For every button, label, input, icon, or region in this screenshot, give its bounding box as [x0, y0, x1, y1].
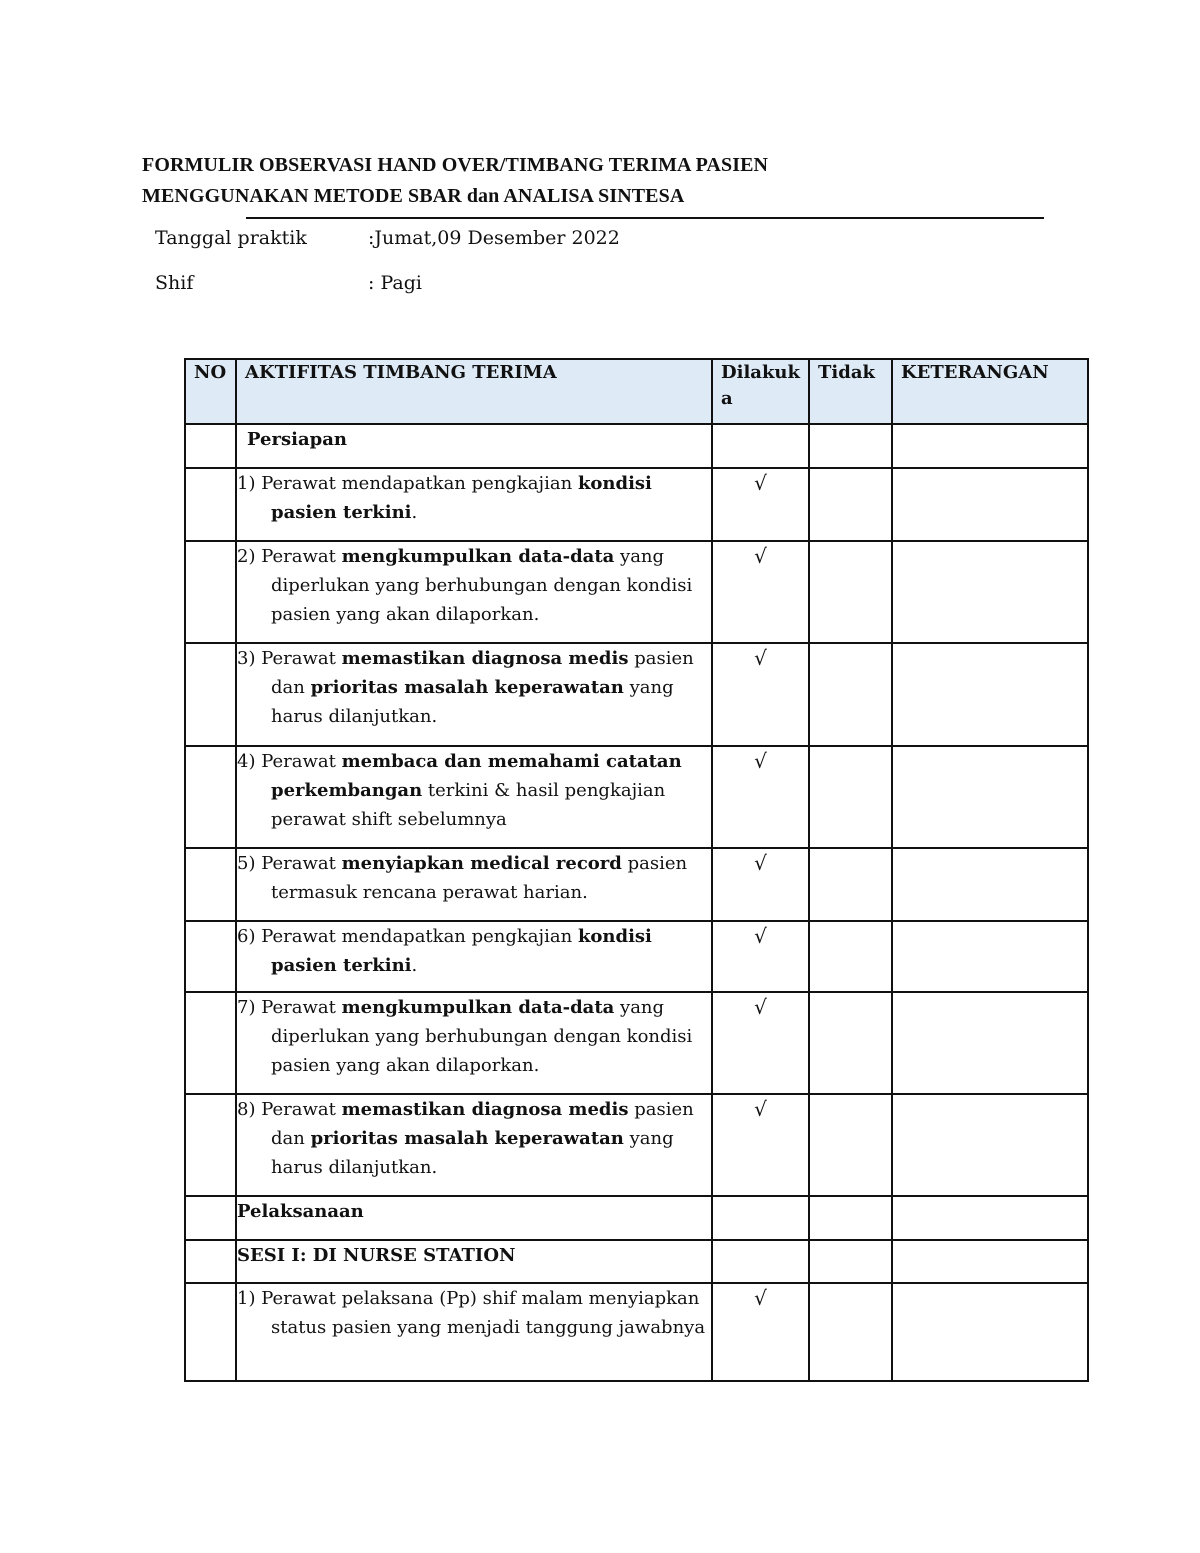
no-cell [185, 643, 236, 746]
done-cell[interactable] [712, 424, 809, 468]
not-done-cell[interactable] [809, 1240, 892, 1283]
activity-cell [236, 848, 712, 921]
section-title: Pelaksanaan [236, 1196, 712, 1240]
item-text: Perawat mendapatkan pengkajian [261, 926, 578, 947]
header-done: Dilakuk a [712, 359, 809, 424]
table-row [185, 1094, 1088, 1196]
check-mark[interactable]: √ [712, 1283, 809, 1381]
notes-cell[interactable] [892, 992, 1088, 1094]
no-cell [185, 1283, 236, 1381]
item-emphasis: mengkumpulkan data-data [341, 546, 615, 567]
no-cell [185, 1240, 236, 1283]
no-cell [185, 921, 236, 992]
no-cell [185, 992, 236, 1094]
notes-cell[interactable] [892, 746, 1088, 848]
notes-cell[interactable] [892, 643, 1088, 746]
activity-text [237, 1284, 711, 1342]
notes-cell[interactable] [892, 1196, 1088, 1240]
table-row [185, 541, 1088, 643]
notes-cell[interactable] [892, 424, 1088, 468]
item-emphasis: memastikan diagnosa medis [341, 648, 629, 669]
not-done-cell[interactable] [809, 468, 892, 541]
header-not-done: Tidak [809, 359, 892, 424]
section-title: SESI I: DI NURSE STATION [236, 1240, 712, 1283]
not-done-cell[interactable] [809, 424, 892, 468]
not-done-cell[interactable] [809, 643, 892, 746]
activity-cell [236, 746, 712, 848]
activity-cell [236, 1283, 712, 1381]
notes-cell[interactable] [892, 541, 1088, 643]
check-mark[interactable]: √ [712, 643, 809, 746]
activity-cell [236, 1094, 712, 1196]
activity-cell [236, 992, 712, 1094]
notes-cell[interactable] [892, 1094, 1088, 1196]
item-number: 3) [237, 648, 256, 669]
check-mark[interactable]: √ [712, 992, 809, 1094]
header-notes: KETERANGAN [892, 359, 1088, 424]
not-done-cell[interactable] [809, 921, 892, 992]
item-text: Perawat [261, 648, 342, 669]
activity-text [237, 922, 711, 980]
observation-table [184, 358, 1089, 1382]
table-row [185, 921, 1088, 992]
item-number: 1) [237, 1288, 256, 1309]
done-cell[interactable] [712, 1240, 809, 1283]
header-activity: AKTIFITAS TIMBANG TERIMA [236, 359, 712, 424]
activity-text [237, 1095, 711, 1182]
item-text: yang diperlukan yang berhubungan dengan kondisi pasien yang akan dilaporkan. [271, 546, 693, 625]
item-emphasis: kondisi pasien terkini [271, 926, 652, 976]
item-number: 2) [237, 546, 256, 567]
table-row [185, 643, 1088, 746]
table-row [185, 848, 1088, 921]
item-emphasis: prioritas masalah keperawatan [310, 1128, 624, 1149]
item-text: Perawat mendapatkan pengkajian [261, 473, 578, 494]
no-cell [185, 541, 236, 643]
notes-cell[interactable] [892, 1240, 1088, 1283]
item-text: . [411, 502, 418, 523]
not-done-cell[interactable] [809, 848, 892, 921]
not-done-cell[interactable] [809, 992, 892, 1094]
table-row [185, 468, 1088, 541]
section-row-persiapan [185, 424, 1088, 468]
not-done-cell[interactable] [809, 1196, 892, 1240]
notes-cell[interactable] [892, 1283, 1088, 1381]
item-text: yang harus dilanjutkan. [271, 1128, 674, 1178]
no-cell [185, 424, 236, 468]
no-cell [185, 1094, 236, 1196]
activity-cell [236, 541, 712, 643]
activity-text [237, 644, 711, 731]
item-emphasis: prioritas masalah keperawatan [310, 677, 624, 698]
item-text: terkini & hasil pengkajian perawat shift sebelumnya [271, 780, 666, 830]
item-emphasis: memastikan diagnosa medis [341, 1099, 629, 1120]
section-row-sesi-1 [185, 1240, 1088, 1283]
not-done-cell[interactable] [809, 541, 892, 643]
section-row-pelaksanaan [185, 1196, 1088, 1240]
item-text: Perawat pelaksana (Pp) shif malam menyiapkan status pasien yang menjadi tanggung jawabnya [261, 1288, 706, 1338]
item-text: yang diperlukan yang berhubungan dengan kondisi pasien yang akan dilaporkan. [271, 997, 693, 1076]
check-mark[interactable]: √ [712, 468, 809, 541]
check-mark[interactable]: √ [712, 921, 809, 992]
shift-row [155, 272, 422, 294]
no-cell [185, 746, 236, 848]
item-text: Perawat [261, 546, 342, 567]
no-cell [185, 1196, 236, 1240]
title-divider [246, 217, 1044, 219]
item-text: . [411, 955, 418, 976]
table-header-row [185, 359, 1088, 424]
practice-date-row [155, 227, 620, 249]
check-mark[interactable]: √ [712, 848, 809, 921]
item-text: yang harus dilanjutkan. [271, 677, 674, 727]
form-title-line-2: MENGGUNAKAN METODE SBAR dan ANALISA SINTESA [142, 185, 685, 207]
shift-label: Shif [155, 272, 194, 294]
not-done-cell[interactable] [809, 746, 892, 848]
item-number: 6) [237, 926, 256, 947]
table-row [185, 1283, 1088, 1381]
notes-cell[interactable] [892, 921, 1088, 992]
item-emphasis: kondisi pasien terkini [271, 473, 652, 523]
section-title-persiapan: Persiapan [236, 424, 712, 468]
item-emphasis: menyiapkan medical record [341, 853, 622, 874]
shift-value: : Pagi [368, 272, 422, 294]
activity-text [237, 747, 711, 834]
item-text: Perawat [261, 997, 342, 1018]
activity-cell [236, 921, 712, 992]
item-number: 5) [237, 853, 256, 874]
header-no: NO [185, 359, 236, 424]
item-text: pasien termasuk rencana perawat harian. [271, 853, 688, 903]
check-mark[interactable]: √ [712, 746, 809, 848]
activity-text [237, 469, 711, 527]
not-done-cell[interactable] [809, 1094, 892, 1196]
item-text: Perawat [261, 1099, 342, 1120]
not-done-cell[interactable] [809, 1283, 892, 1381]
table-row [185, 992, 1088, 1094]
activity-cell [236, 643, 712, 746]
item-emphasis: membaca dan memahami catatan perkembangan [271, 751, 682, 801]
item-text: pasien dan [271, 648, 694, 698]
done-cell[interactable] [712, 1196, 809, 1240]
item-text: pasien dan [271, 1099, 694, 1149]
practice-date-label: Tanggal praktik [155, 227, 307, 249]
activity-text [237, 542, 711, 629]
item-number: 7) [237, 997, 256, 1018]
item-text: Perawat [261, 853, 342, 874]
notes-cell[interactable] [892, 848, 1088, 921]
activity-text [237, 993, 711, 1080]
table-row [185, 746, 1088, 848]
form-title-line-1: FORMULIR OBSERVASI HAND OVER/TIMBANG TERIMA PASIEN [142, 154, 769, 176]
no-cell [185, 468, 236, 541]
item-text: Perawat [261, 751, 342, 772]
item-emphasis: mengkumpulkan data-data [341, 997, 615, 1018]
item-number: 4) [237, 751, 256, 772]
activity-cell [236, 468, 712, 541]
check-mark[interactable]: √ [712, 541, 809, 643]
notes-cell[interactable] [892, 468, 1088, 541]
check-mark[interactable]: √ [712, 1094, 809, 1196]
item-number: 8) [237, 1099, 256, 1120]
activity-text [237, 849, 711, 907]
no-cell [185, 848, 236, 921]
form-title [142, 150, 768, 212]
item-number: 1) [237, 473, 256, 494]
practice-date-value: :Jumat,09 Desember 2022 [368, 227, 620, 249]
